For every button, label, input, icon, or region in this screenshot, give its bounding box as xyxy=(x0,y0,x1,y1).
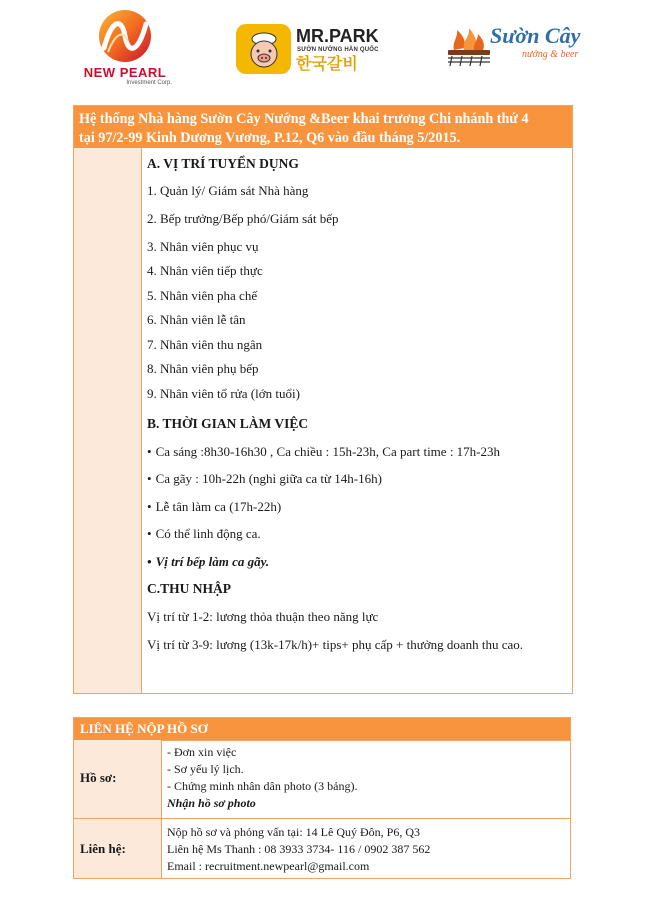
contact-phone: Liên hệ Ms Thanh : 08 3933 3734- 116 / 0902 387 562 xyxy=(167,842,431,856)
pig-chef-icon xyxy=(243,31,285,69)
position-item: 5. Nhân viên pha chế xyxy=(147,288,258,303)
documents-label-cell xyxy=(74,740,162,818)
contact-details xyxy=(167,824,566,875)
position-item: 8. Nhân viên phụ bếp xyxy=(147,361,259,376)
position-item: 7. Nhân viên thu ngân xyxy=(147,337,263,352)
new-pearl-name: NEW PEARL xyxy=(83,65,167,80)
suon-cay-subtitle: nướng & beer xyxy=(522,49,579,60)
work-time-item: • Ca gãy : 10h-22h (nghỉ giữa ca từ 14h-16h) xyxy=(147,471,382,487)
announcement-line-1: Hệ thống Nhà hàng Sườn Cây Nướng &Beer khai trương Chi nhánh thứ 4 xyxy=(79,111,529,127)
position-item: 1. Quản lý/ Giám sát Nhà hàng xyxy=(147,183,309,198)
work-time-item: • Ca sáng :8h30-16h30 , Ca chiều : 15h-23h, Ca part time : 17h-23h xyxy=(147,444,500,460)
income-item: Vị trí từ 3-9: lương (13k-17k/h)+ tips+ phụ cấp + thưởng doanh thu cao. xyxy=(147,637,524,652)
documents-list xyxy=(167,744,566,812)
documents-note: Nhận hồ sơ photo xyxy=(167,796,256,810)
positions-title: A. VỊ TRÍ TUYỂN DỤNG xyxy=(147,156,299,171)
recruitment-content xyxy=(147,148,568,693)
contact-label: Liên hệ: xyxy=(80,841,126,856)
contact-address: Nộp hồ sơ và phỏng vấn tại: 14 Lê Quý Đôn, P6, Q3 xyxy=(167,825,420,839)
income-item: Vị trí từ 1-2: lương thỏa thuận theo năng lực xyxy=(147,609,379,624)
income-title: C.THU NHẬP xyxy=(147,581,231,596)
mr-park-korean: 한국갈비 xyxy=(296,54,358,73)
suon-cay-name: Sườn Cây xyxy=(490,23,581,48)
work-time-item-emphasis: • Vị trí bếp làm ca gãy. xyxy=(147,554,269,570)
contact-label-cell xyxy=(74,819,162,878)
contact-row xyxy=(74,818,570,878)
contact-header: LIÊN HỆ NỘP HỒ SƠ xyxy=(74,718,570,741)
left-column xyxy=(74,148,142,693)
logo-bar xyxy=(0,0,650,100)
grill-flame-icon xyxy=(444,28,494,68)
work-time-item: • Lễ tân làm ca (17h-22h) xyxy=(147,499,281,515)
document-item: - Sơ yếu lý lịch. xyxy=(167,762,244,776)
document-item: - Chứng minh nhân dân photo (3 bảng). xyxy=(167,779,358,793)
position-item: 2. Bếp trưởng/Bếp phó/Giám sát bếp xyxy=(147,211,339,226)
position-item: 6. Nhân viên lễ tân xyxy=(147,312,246,327)
work-time-item: • Có thể linh động ca. xyxy=(147,526,261,542)
work-time-title: B. THỜI GIAN LÀM VIỆC xyxy=(147,416,309,431)
announcement-header xyxy=(74,106,572,148)
contact-table xyxy=(73,717,571,879)
position-item: 4. Nhân viên tiếp thực xyxy=(147,263,263,278)
new-pearl-subtitle: Investment Corp. xyxy=(126,80,172,86)
position-item: 9. Nhân viên tổ rửa (lớn tuổi) xyxy=(147,386,300,401)
documents-row xyxy=(74,740,570,818)
announcement-line-2: tại 97/2-99 Kinh Dương Vương, P.12, Q6 vào đầu tháng 5/2015. xyxy=(79,130,461,146)
documents-label: Hồ sơ: xyxy=(80,770,117,785)
mr-park-name: MR.PARK xyxy=(296,26,379,46)
mr-park-subtitle: SƯỜN NƯỚNG HÀN QUỐC xyxy=(297,47,379,53)
new-pearl-logo xyxy=(70,8,180,88)
document-item: - Đơn xin việc xyxy=(167,745,237,759)
suon-cay-logo xyxy=(442,18,592,78)
mr-park-logo xyxy=(236,24,386,84)
new-pearl-emblem-icon xyxy=(90,8,160,64)
recruitment-box xyxy=(73,105,573,694)
recruitment-body xyxy=(74,148,572,693)
contact-email[interactable]: Email : recruitment.newpearl@gmail.com xyxy=(167,859,370,873)
position-item: 3. Nhân viên phục vụ xyxy=(147,239,259,254)
